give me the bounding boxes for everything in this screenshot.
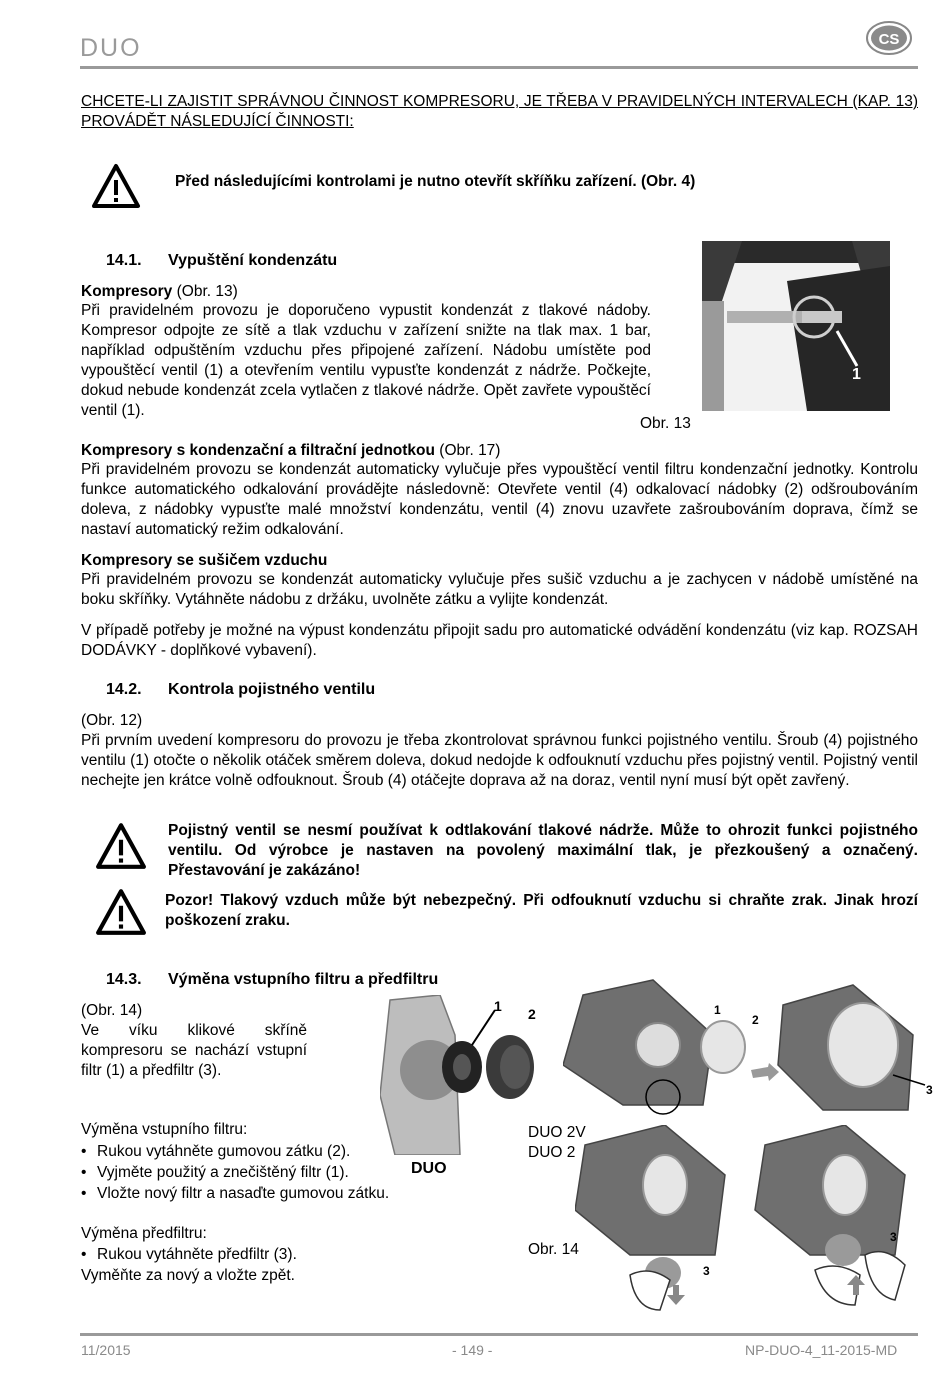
- paragraph-air-dryer: Při pravidelném provozu se kondenzát automaticky vylučuje přes sušič vzduchu a je zachycen v nádobě umístěné na boku skříňky. Vytáhněte nádobu z držáku, uvolněte zátku a vylijte kondenzát.: [81, 571, 918, 608]
- header-rule: [80, 66, 918, 69]
- figure-14-v-label-1: 1: [714, 1003, 721, 1017]
- warning-text-compressed-air: Pozor! Tlakový vzduch může být nebezpečný. Při odfouknutí vzduchu si chraňte zrak. Jinak hrozí poškození zraku.: [165, 892, 918, 929]
- section-number: 14.1.: [106, 252, 142, 269]
- section-title: Vypuštění kondenzátu: [168, 252, 338, 269]
- figure-14-label-2: 2: [528, 1006, 536, 1022]
- figure-13-image: [702, 241, 890, 411]
- paragraph-condensation-unit: Při pravidelném provozu se kondenzát automaticky vylučuje přes vypouštěcí ventil filtru kondenzační jednotky. Kontrolu funkce automatického odkalování provádějte následovně: Otevřete ventil (4) odkalovací nádobky (2) odšroubováním doleva, z nádobky vypusťte malé množství kondenzátu, ventil (4) znovu uzavřete zašroubováním doprava, čímž se nastaví automatický režim odkalování.: [81, 461, 918, 538]
- section-heading-14-3: [106, 971, 438, 989]
- figure-14-prefilter-image: [575, 1125, 930, 1315]
- warning-icon: [95, 822, 147, 870]
- list-item: • Rukou vytáhněte předfiltr (3).: [81, 1244, 381, 1265]
- subheading-air-dryer: Kompresory se sušičem vzduchu: [81, 552, 328, 569]
- subheading-ref: (Obr. 17): [435, 442, 501, 459]
- subheading-compressors: [81, 282, 651, 302]
- figure-14-v-label-2: 2: [752, 1013, 759, 1027]
- subheading-ref: (Obr. 13): [172, 283, 238, 300]
- section-14-2-ref: (Obr. 12): [81, 712, 143, 729]
- paragraph-automatic-drain-kit: V případě potřeby je možné na výpust kondenzátu připojit sadu pro automatické odvádění kondenzátu (viz kap. ROZSAH DODÁVKY - doplňkové vybavení).: [81, 622, 918, 659]
- list-prefilter: [81, 1244, 381, 1265]
- section-number: 14.3.: [106, 971, 142, 988]
- prefilter-replace-text: Vyměňte za nový a vložte zpět.: [81, 1267, 295, 1284]
- figure-14-p-label-3b: 3: [890, 1230, 897, 1244]
- language-badge: [865, 20, 913, 56]
- warning-icon: [91, 163, 141, 209]
- subheading-bold: Kompresory: [81, 283, 173, 300]
- list-item: • Vyjměte použitý a znečištěný filtr (1).: [81, 1162, 481, 1183]
- figure-13-caption: Obr. 13: [640, 415, 691, 432]
- subheading-bold: Kompresory s kondenzační a filtrační jednotkou: [81, 442, 435, 459]
- subheading-condensation-unit: [81, 441, 918, 461]
- footer-rule: [80, 1333, 918, 1336]
- footer-date: 11/2015: [81, 1342, 131, 1358]
- footer-document-code: NP-DUO-4_11-2015-MD: [745, 1342, 898, 1358]
- figure-14-duo2v-image: [563, 975, 940, 1115]
- figure-14-duo2-caption: DUO 2: [528, 1144, 576, 1161]
- figure-14-caption: Obr. 14: [528, 1241, 579, 1258]
- page-header-title: DUO: [80, 34, 142, 62]
- list-title-inlet-filter: Výměna vstupního filtru:: [81, 1121, 248, 1138]
- section-14-3-ref: (Obr. 14): [81, 1002, 143, 1019]
- section-title: Výměna vstupního filtru a předfiltru: [168, 971, 439, 988]
- paragraph-filter-location: Ve víku klikové skříně kompresoru se nachází vstupní filtr (1) a předfiltr (3).: [81, 1022, 307, 1079]
- section-heading-14-1: [106, 252, 337, 270]
- warning-text-cabinet: Před následujícími kontrolami je nutno otevřít skříňku zařízení. (Obr. 4): [175, 173, 696, 190]
- warning-text-safety-valve: Pojistný ventil se nesmí používat k odtlakování tlakové nádrže. Může to ohrozit funkci pojistného ventilu. Od výrobce je nastaven na povolený maximální tlak, je přezkoušený a označený. Přestavování je zakázáno!: [168, 822, 918, 879]
- figure-14-v-label-3: 3: [926, 1083, 933, 1097]
- intro-text: CHCETE-LI ZAJISTIT SPRÁVNOU ČINNOST KOMPRESORU, JE TŘEBA V PRAVIDELNÝCH INTERVALECH (KAP. 13) PROVÁDĚT NÁSLEDUJÍCÍ ČINNOSTI:: [81, 93, 918, 130]
- list-item: • Vložte nový filtr a nasaďte gumovou zátku.: [81, 1183, 481, 1204]
- section-number: 14.2.: [106, 681, 142, 698]
- list-item: • Rukou vytáhněte gumovou zátku (2).: [81, 1141, 481, 1162]
- figure-13-label-1: 1: [852, 366, 861, 383]
- warning-icon: [95, 888, 147, 936]
- footer-page-number: - 149 -: [452, 1342, 493, 1358]
- figure-14-duo-caption: DUO: [411, 1160, 447, 1177]
- language-badge-text: CS: [878, 31, 900, 48]
- paragraph-compressors: Při pravidelném provozu je doporučeno vypustit kondenzát z tlakové nádoby. Kompresor odpojte ze sítě a tlak vzduchu v zařízení snižte na tlak max. 1 bar, například odpuštěním vzduchu přes připojené zařízení. Nádobu umístěte pod vypouštěcí ventil (1) a otevřením ventilu vypusťte kondenzát z nádrže. Počkejte, dokud nebude kondenzát zcela vytlačen z tlakové nádrže. Opět zavřete vypouštěcí ventil (1).: [81, 302, 651, 419]
- list-title-prefilter: Výměna předfiltru:: [81, 1225, 207, 1242]
- figure-14-label-1: 1: [494, 998, 502, 1014]
- paragraph-safety-valve: Při prvním uvedení kompresoru do provozu je třeba zkontrolovat správnou funkci pojistného ventilu. Šroub (4) pojistného ventilu (1) otočte o několik otáček směrem doleva, dokud nedojde k odfouknutí vzduchu přes pojistný ventil. Pojistný ventil nechejte jen krátce volně odfouknout. Šroub (4) otáčejte doprava až na doraz, ventil nyní musí být opět zavřený.: [81, 732, 918, 789]
- section-heading-14-2: [106, 681, 375, 699]
- section-title: Kontrola pojistného ventilu: [168, 681, 376, 698]
- figure-14-p-label-3a: 3: [703, 1264, 710, 1278]
- figure-14-duo2v-caption: DUO 2V: [528, 1124, 586, 1141]
